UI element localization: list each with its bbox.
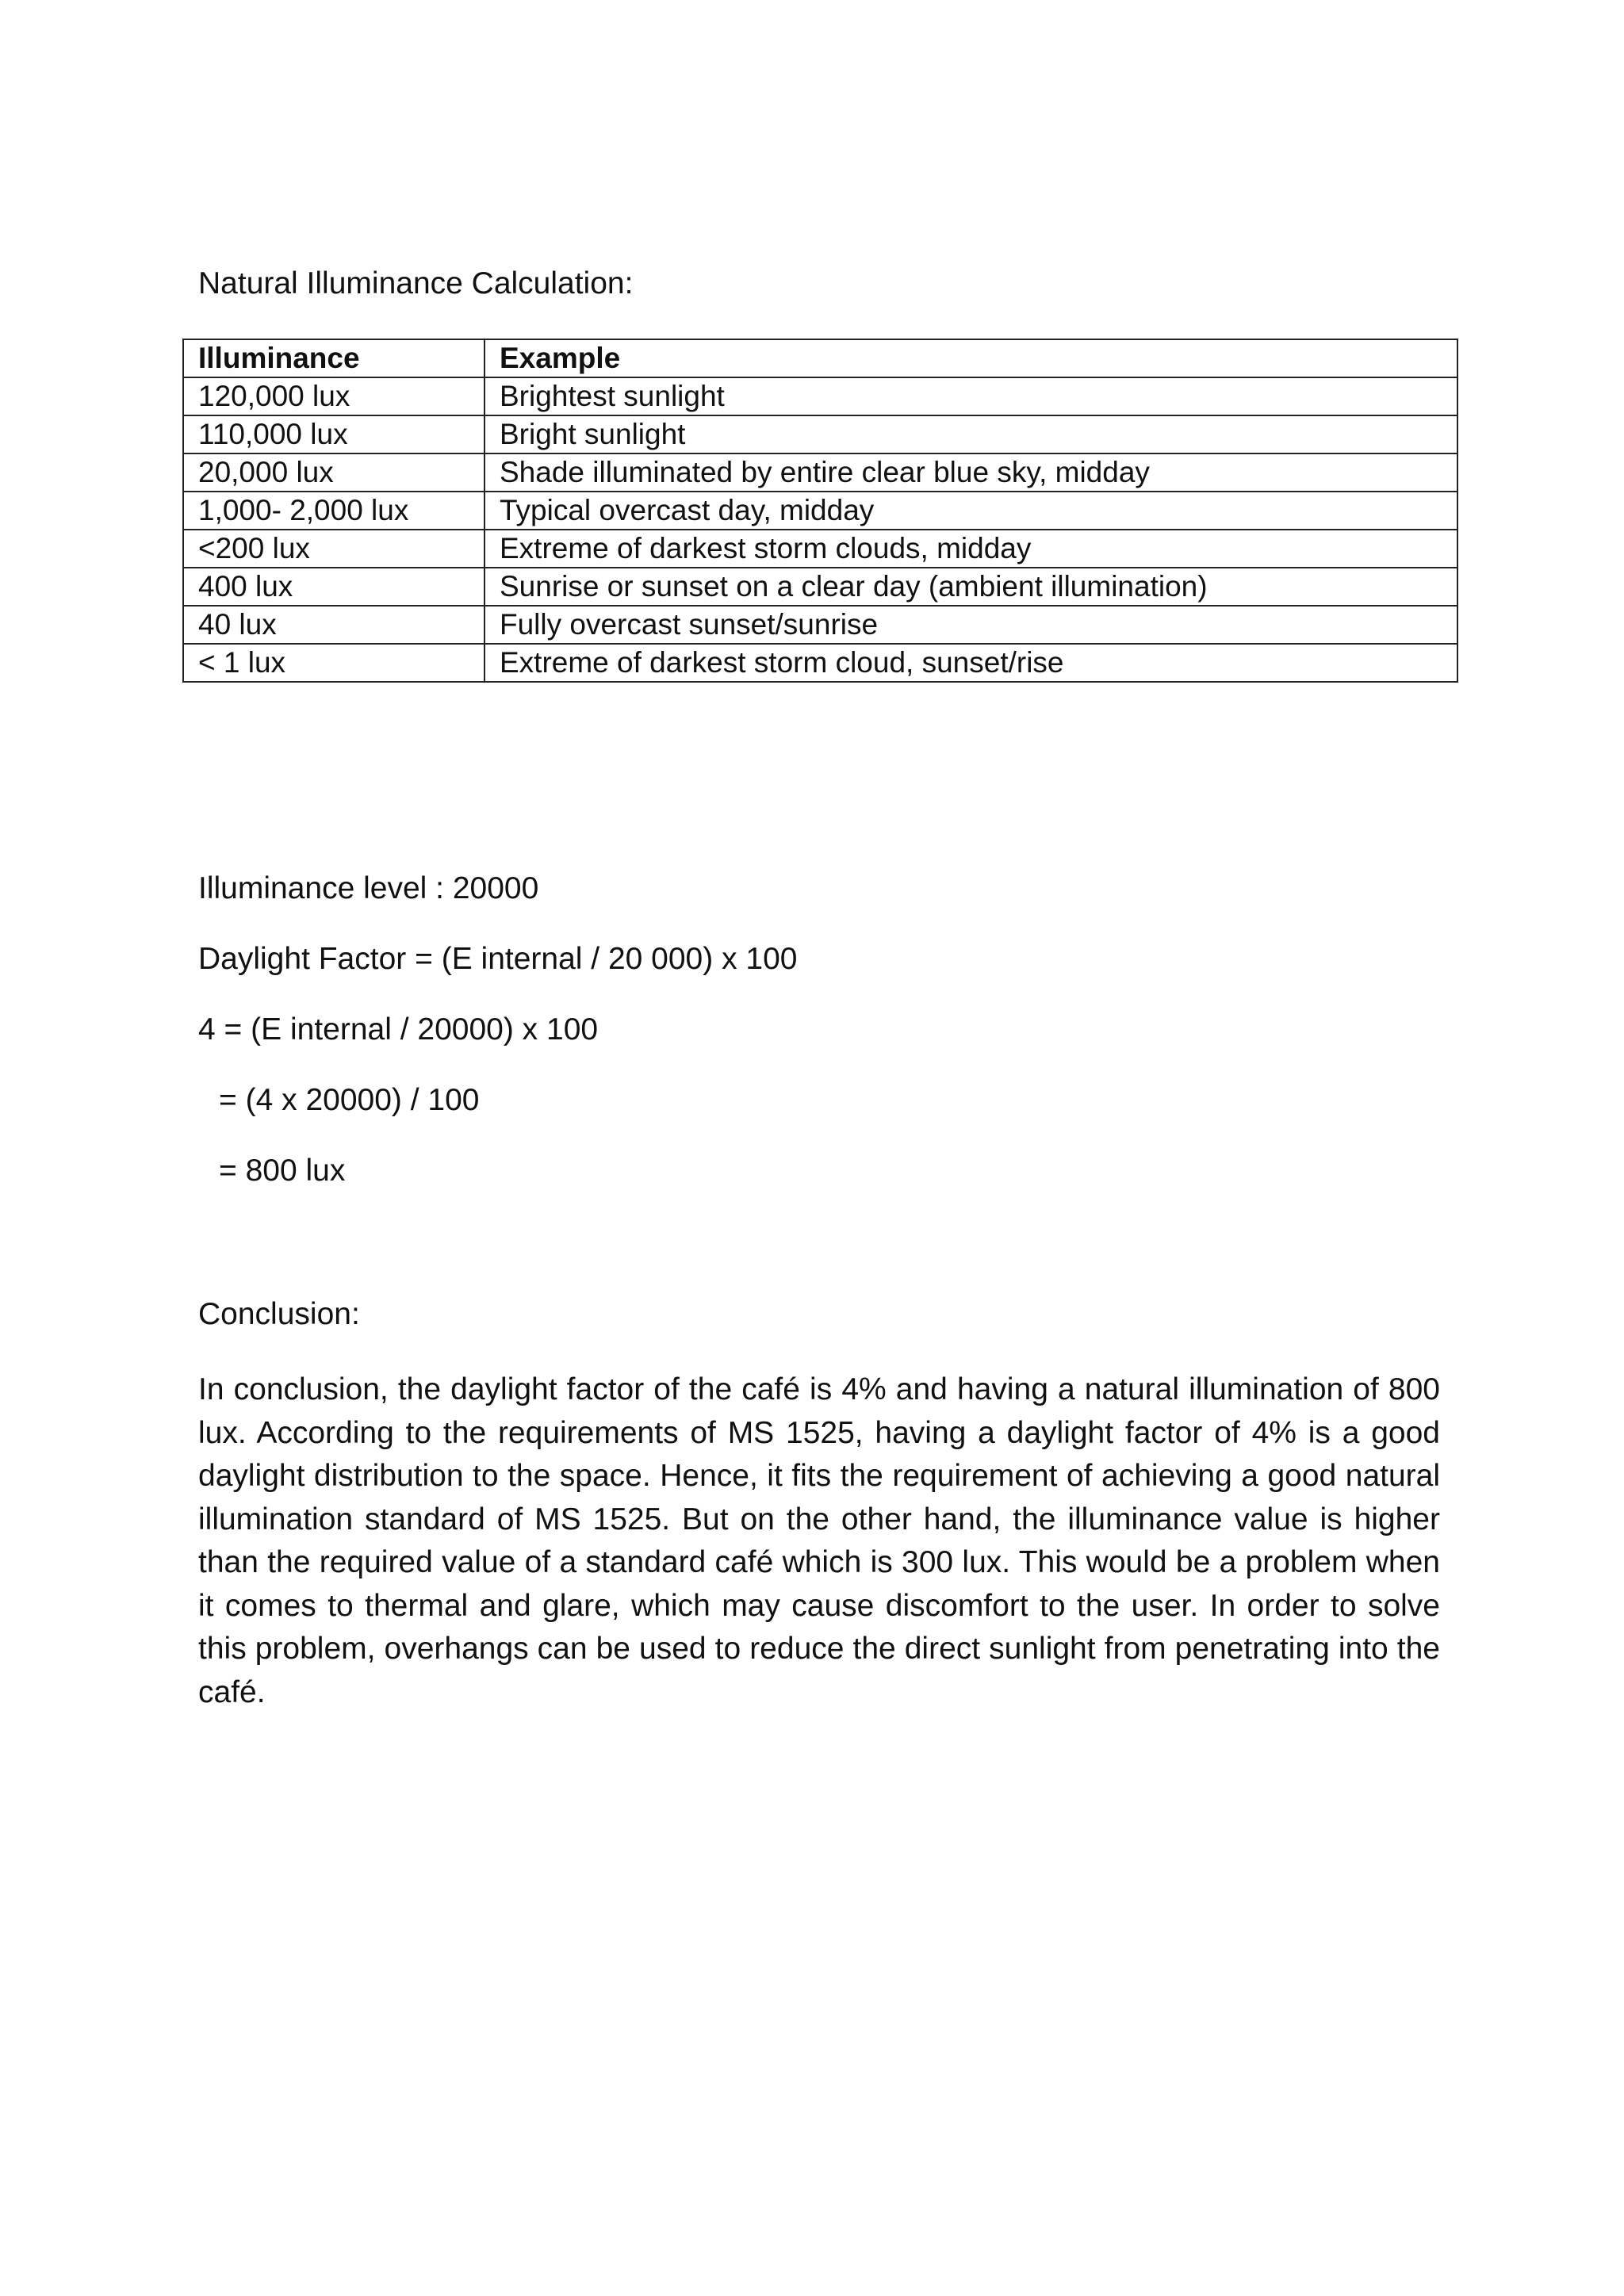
conclusion-paragraph: In conclusion, the daylight factor of the café is 4% and having a natural illumination of 800 lux. According to the requirements of MS 1525, having a daylight factor of 4% is a good daylight distribution to the space. Hence, it fits the requirement of achieving a good natural illumination standard of MS 1525. But on the other hand, the illuminance value is higher than the required value of a standard café which is 300 lux. This would be a problem when it comes to thermal and glare, which may cause discomfort to the user. In order to solve this problem, overhangs can be used to reduce the direct sunlight from penetrating into the café.	[198, 1372, 1440, 1709]
illuminance-level-line: Illuminance level : 20000	[198, 871, 539, 905]
table-row	[183, 606, 1457, 644]
table-row	[183, 492, 1457, 530]
calculation-step-2: = (4 x 20000) / 100	[219, 1083, 480, 1117]
table-row	[183, 644, 1457, 682]
illuminance-cell: 110,000 lux	[183, 415, 485, 453]
daylight-factor-formula: Daylight Factor = (E internal / 20 000) x 100	[198, 942, 798, 976]
illuminance-cell: 40 lux	[183, 606, 485, 644]
example-cell: Brightest sunlight	[485, 377, 1457, 415]
example-cell: Bright sunlight	[485, 415, 1457, 453]
example-cell: Extreme of darkest storm clouds, midday	[485, 530, 1457, 568]
table-row	[183, 415, 1457, 453]
illuminance-cell: 400 lux	[183, 568, 485, 606]
illuminance-cell: <200 lux	[183, 530, 485, 568]
table-header-row	[183, 339, 1457, 377]
illuminance-cell: 1,000- 2,000 lux	[183, 492, 485, 530]
example-cell: Fully overcast sunset/sunrise	[485, 606, 1457, 644]
column-header-illuminance: Illuminance	[183, 339, 485, 377]
table-row	[183, 568, 1457, 606]
conclusion-heading: Conclusion:	[198, 1297, 360, 1331]
illuminance-table	[182, 339, 1458, 683]
table-row	[183, 377, 1457, 415]
illuminance-cell: 20,000 lux	[183, 453, 485, 492]
illuminance-cell: < 1 lux	[183, 644, 485, 682]
column-header-example: Example	[485, 339, 1457, 377]
calculation-step-1: 4 = (E internal / 20000) x 100	[198, 1012, 599, 1047]
illuminance-cell: 120,000 lux	[183, 377, 485, 415]
table-row	[183, 453, 1457, 492]
calculation-result: = 800 lux	[219, 1154, 346, 1188]
example-cell: Extreme of darkest storm cloud, sunset/rise	[485, 644, 1457, 682]
table-row	[183, 530, 1457, 568]
example-cell: Sunrise or sunset on a clear day (ambient illumination)	[485, 568, 1457, 606]
example-cell: Shade illuminated by entire clear blue sky, midday	[485, 453, 1457, 492]
example-cell: Typical overcast day, midday	[485, 492, 1457, 530]
section-title: Natural Illuminance Calculation:	[198, 266, 634, 300]
